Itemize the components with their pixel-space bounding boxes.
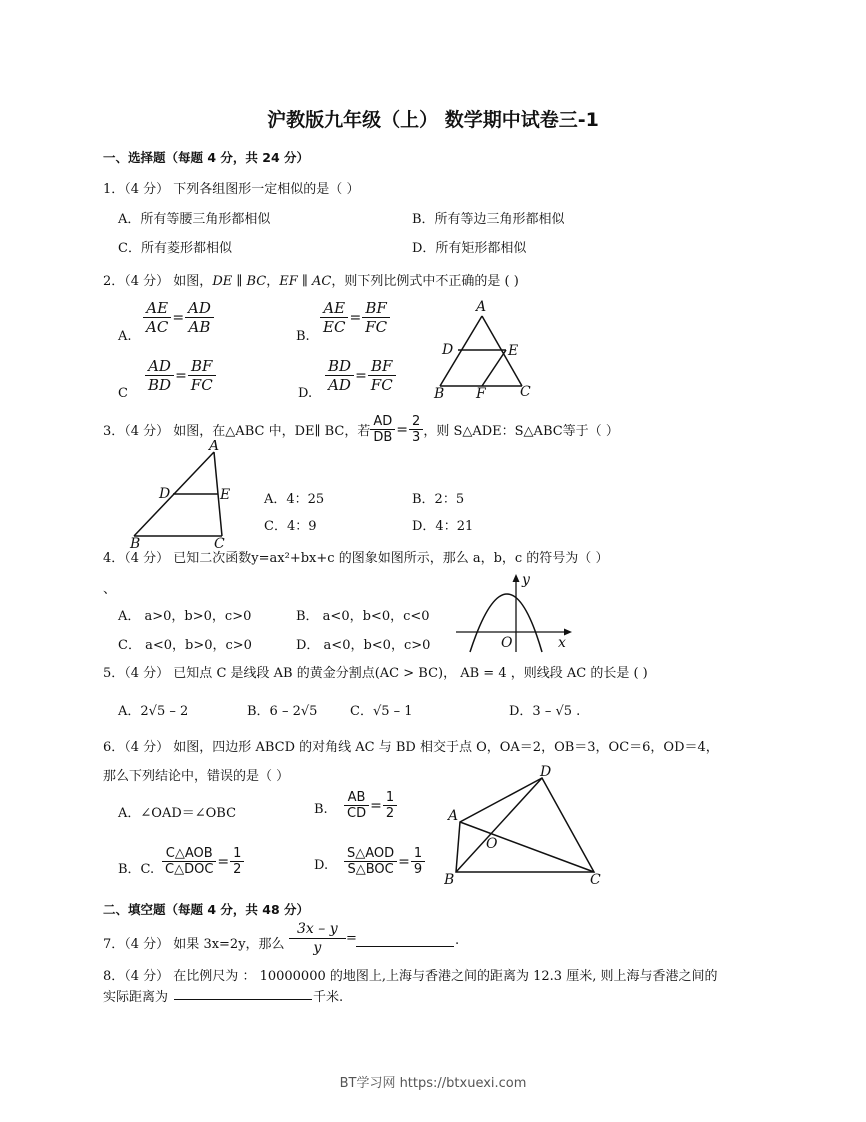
question-6-option-b-formula: $\frac{AB}{CD}$ = $\frac{1}{2}$	[344, 790, 397, 821]
question-1-option-c: C．所有菱形都相似	[118, 241, 232, 256]
question-4-stem: 4．（4 分） 已知二次函数y=ax²+bx+c 的图象如图所示，那么 a，b，c 的符号为（ ）	[103, 551, 609, 566]
question-6-option-c-label: B．C.	[118, 862, 155, 877]
section-heading-choice: 一、选择题（每题 4 分，共 24 分）	[103, 150, 310, 165]
question-3-option-c: C．4：9	[264, 519, 317, 534]
question-3-stem-end: ，则 S△ADE：S△ABC等于（ ）	[423, 424, 619, 439]
question-3-option-b: B．2：5	[412, 492, 465, 507]
question-1-option-a: A．所有等腰三角形都相似	[118, 212, 271, 227]
question-8-line-2-end: 千米.	[313, 990, 344, 1005]
question-2-triangle-figure	[430, 296, 540, 402]
question-6-option-a: A．∠OAD＝∠OBC	[118, 806, 237, 821]
question-4-mark: 、	[103, 582, 117, 597]
question-2-option-a-label: A.	[118, 329, 132, 344]
question-8-answer-blank[interactable]	[174, 984, 312, 1000]
question-4-option-b: B． a<0，b<0，c<0	[296, 609, 430, 624]
fig2-label-c: C	[214, 536, 225, 550]
fig1-label-d: D	[442, 342, 454, 358]
section-heading-fill: 二、填空题（每题 4 分，共 48 分）	[103, 902, 310, 917]
fig1-label-b: B	[434, 386, 445, 402]
question-6-option-c-formula: $\frac{\text{C△AOB}}{\text{C△DOC}}$ = $\frac{1}{2}$	[162, 846, 244, 877]
question-7-equals: =	[346, 931, 357, 946]
question-2-stem-start: 2．（4 分） 如图，	[103, 274, 213, 289]
question-3-option-a: A．4：25	[264, 492, 325, 507]
question-3-triangle-figure	[128, 440, 238, 550]
fig4-label-b: B	[444, 872, 455, 888]
fig3-label-y: y	[522, 572, 530, 588]
fig4-label-c: C	[590, 872, 601, 888]
question-5-option-b: B．6 – 2√5	[247, 704, 318, 719]
question-6-stem-line-2: 那么下列结论中，错误的是（ ）	[103, 769, 290, 784]
question-2-stem	[103, 270, 519, 289]
fig3-label-x: x	[558, 635, 566, 651]
question-7-answer-blank[interactable]	[356, 932, 454, 947]
fig2-label-a: A	[209, 440, 220, 454]
question-7-fraction: $\frac{3x - y}{y}$	[289, 920, 346, 957]
question-2-option-c-label: C	[118, 386, 128, 401]
question-4-option-d: D． a<0，b<0，c>0	[296, 638, 431, 653]
question-7-period: .	[455, 933, 460, 948]
question-3-stem: 3．（4 分） 如图，在△ABC 中，DE∥ BC，若 $\frac{AD}{DB}$ = $\frac{2}{3}$ ，则 S△ADE：S△ABC等于（ ）	[103, 414, 619, 445]
question-8-line-2-start: 实际距离为	[103, 990, 169, 1005]
question-3-stem-start: 3．（4 分） 如图，在△ABC 中，DE∥ BC，若	[103, 424, 371, 439]
question-5-option-c: C．√5 – 1	[350, 704, 413, 719]
question-2-de-parallel-bc: DE ∥ BC	[212, 274, 267, 289]
fig2-label-e: E	[220, 487, 231, 503]
fig2-label-b: B	[130, 536, 141, 550]
question-6-option-d-label: D.	[314, 858, 329, 873]
question-6-stem-line-1: 6．（4 分） 如图，四边形 ABCD 的对角线 AC 与 BD 相交于点 O，OA＝2，OB＝3，OC＝6，OD＝4，	[103, 740, 719, 755]
question-3-option-d: D．4：21	[412, 519, 474, 534]
fig4-label-o: O	[486, 836, 498, 852]
question-2-ef-parallel-ac: EF ∥ AC	[279, 274, 332, 289]
question-2-option-d-label: D.	[298, 386, 313, 401]
question-3-ratio-2-3: $\frac{2}{3}$	[409, 414, 423, 445]
question-7-stem: 7．（4 分） 如果 3x=2y，那么	[103, 937, 285, 952]
question-4-option-c: C． a<0，b>0，c>0	[118, 638, 252, 653]
page-title: 沪教版九年级（上） 数学期中试卷三-1	[267, 109, 599, 131]
question-2-option-b-formula: $\frac{AE}{EC}$ = $\frac{BF}{FC}$	[320, 299, 390, 336]
question-6-quadrilateral-figure	[444, 764, 614, 888]
question-5-option-a: A．2√5 – 2	[118, 704, 189, 719]
fig1-label-a: A	[476, 299, 487, 315]
fig1-label-e: E	[508, 343, 519, 359]
fig1-label-f: F	[476, 386, 486, 402]
fig3-label-o: O	[501, 635, 513, 651]
fig4-label-d: D	[540, 764, 552, 780]
question-2-separator: ，	[266, 274, 280, 289]
question-4-parabola-figure	[452, 566, 580, 654]
question-4-option-a: A． a>0，b>0，c>0	[118, 609, 252, 624]
fig2-label-d: D	[159, 486, 171, 502]
fig1-label-c: C	[520, 384, 531, 400]
question-2-option-a-formula: $\frac{AE}{AC}$ = $\frac{AD}{AB}$	[143, 299, 214, 336]
question-2-stem-end: ，则下列比例式中不正确的是 ( )	[331, 274, 519, 289]
question-2-option-b-label: B.	[296, 329, 310, 344]
question-1-stem: 1．（4 分） 下列各组图形一定相似的是（ ）	[103, 182, 360, 197]
footer-watermark: BT学习网 https://btxuexi.com	[339, 1076, 527, 1091]
question-2-option-c-formula: $\frac{AD}{BD}$ = $\frac{BF}{FC}$	[145, 357, 216, 394]
question-6-option-b-label: B.	[314, 802, 328, 817]
question-5-option-d: D．3 – √5 .	[509, 704, 581, 719]
question-3-ratio-ad-db: $\frac{AD}{DB}$	[370, 414, 395, 445]
question-1-option-d: D．所有矩形都相似	[412, 241, 527, 256]
question-8-line-1: 8．（4 分） 在比例尺为 ： 10000000 的地图上,上海与香港之间的距离为 12.3 厘米, 则上海与香港之间的	[103, 969, 718, 984]
question-1-option-b: B．所有等边三角形都相似	[412, 212, 565, 227]
question-6-option-d-formula: $\frac{\text{S△AOD}}{\text{S△BOC}}$ = $\frac{1}{9}$	[344, 846, 425, 877]
fig4-label-a: A	[448, 808, 459, 824]
question-2-option-d-formula: $\frac{BD}{AD}$ = $\frac{BF}{FC}$	[325, 357, 396, 394]
question-5-stem: 5．（4 分） 已知点 C 是线段 AB 的黄金分割点(AC > BC)， AB = 4 ，则线段 AC 的长是 ( )	[103, 666, 648, 681]
